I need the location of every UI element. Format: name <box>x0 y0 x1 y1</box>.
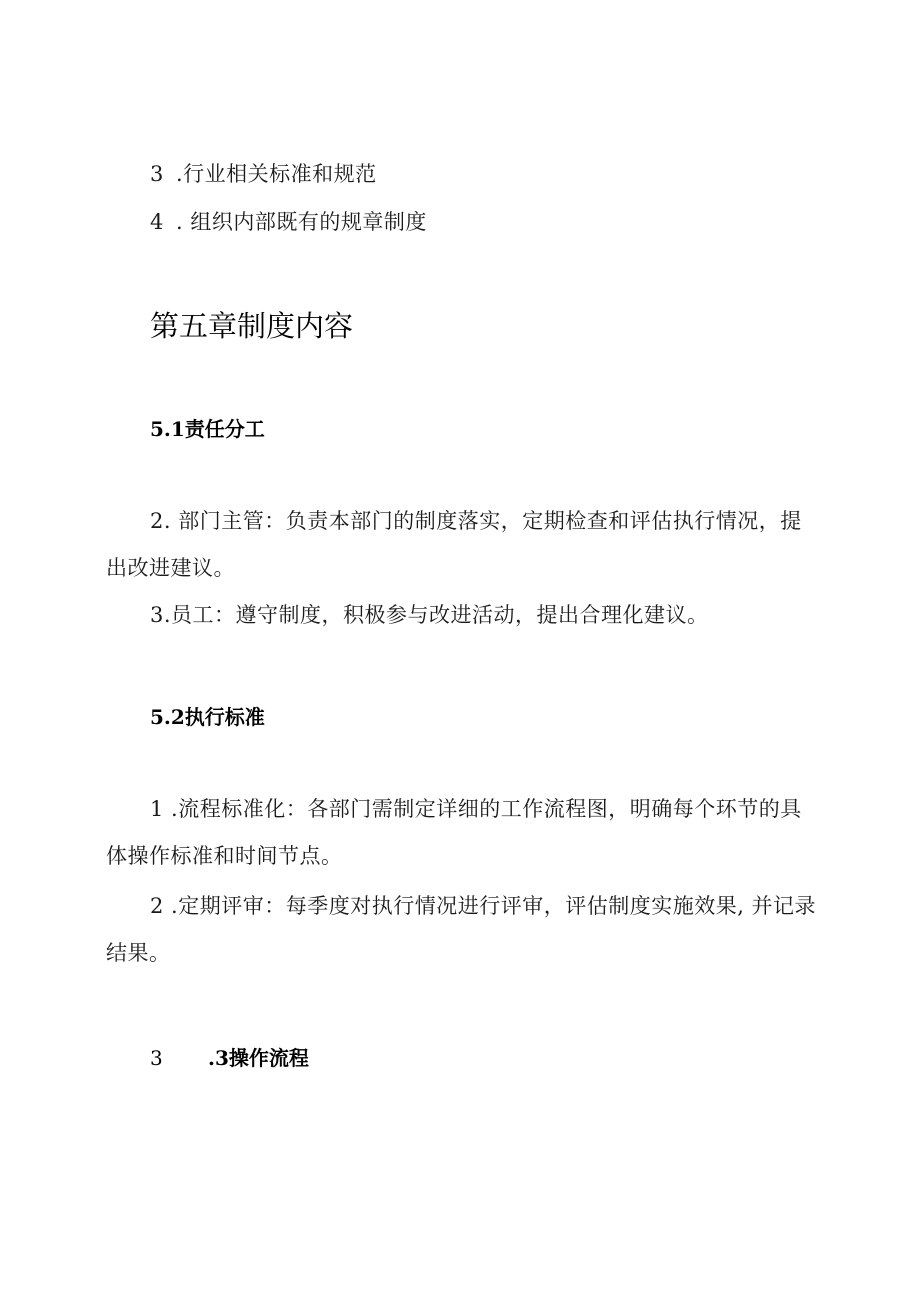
paragraph: 2. 部门主管：负责本部门的制度落实，定期检查和评估执行情况，提出改进建议。 <box>106 509 802 580</box>
section-title-5-3 <box>150 1044 309 1072</box>
list-item-text: . 组织内部既有的规章制度 <box>176 210 427 234</box>
section-title-text: .3操作流程 <box>208 1046 309 1070</box>
list-item <box>150 160 377 188</box>
paragraph: 1 .流程标准化：各部门需制定详细的工作流程图，明确每个环节的具体操作标准和时间节点。 <box>106 797 802 868</box>
section-title-5-2: 5.2执行标准 <box>150 705 265 729</box>
section-number: 3 <box>150 1046 163 1070</box>
section-title-5-1: 5.1责任分工 <box>150 417 265 441</box>
paragraph: 2 .定期评审：每季度对执行情况进行评审，评估制度实施效果, 并记录结果。 <box>106 894 817 965</box>
list-item-text: .行业相关标准和规范 <box>176 162 377 186</box>
list-item-number: 4 <box>150 210 164 234</box>
list-item <box>150 208 427 236</box>
list-item-number: 3 <box>150 162 164 186</box>
chapter-title: 第五章制度内容 <box>150 309 354 343</box>
paragraph: 3.员工：遵守制度，积极参与改进活动，提出合理化建议。 <box>150 603 709 627</box>
